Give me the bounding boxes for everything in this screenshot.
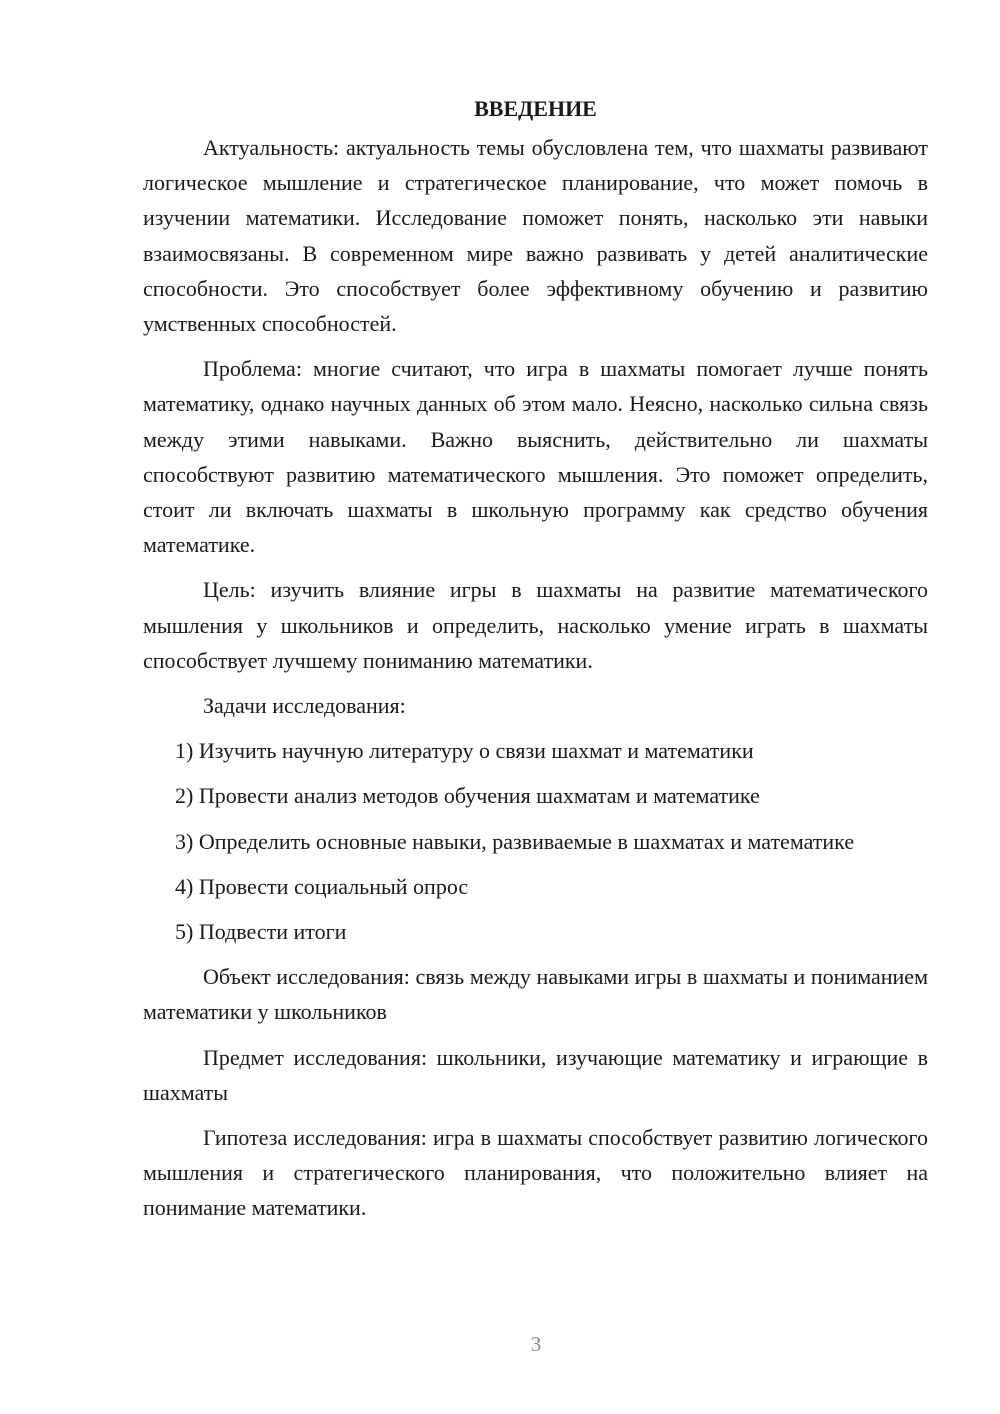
subject-paragraph: Предмет исследования: школьники, изучающие математику и играющие в шахматы: [143, 1044, 928, 1105]
task-item: 1) Изучить научную литературу о связи шахмат и математики: [175, 738, 754, 764]
relevance-paragraph: Актуальность: актуальность темы обусловлена тем, что шахматы развивают логическое мышление и стратегическое планирование, что может помочь в изучении математики. Исследование поможет понять, насколько эти навыки взаимосвязаны. В современном мире важно развивать у детей аналитические способности. Это способствует более эффективному обучению и развитию умственных способностей.: [143, 135, 928, 337]
task-item: 3) Определить основные навыки, развиваемые в шахматах и математике: [175, 828, 855, 854]
problem-paragraph: Проблема: многие считают, что игра в шахматы помогает лучше понять математику, однако научных данных об этом мало. Неясно, насколько сильна связь между этими навыками. Важно выяснить, действительно ли шахматы способствуют развитию математического мышления. Это поможет определить, стоит ли включать шахматы в школьную программу как средство обучения математике.: [143, 356, 928, 558]
task-item: 2) Провести анализ методов обучения шахматам и математике: [175, 783, 760, 809]
tasks-title: Задачи исследования:: [203, 693, 406, 719]
goal-paragraph: Цель: изучить влияние игры в шахматы на развитие математического мышления у школьников и определить, насколько умение играть в шахматы способствует лучшему пониманию математики.: [143, 577, 928, 673]
task-item: 4) Провести социальный опрос: [175, 873, 469, 899]
page-title: ВВЕДЕНИЕ: [474, 96, 597, 121]
hypothesis-paragraph: Гипотеза исследования: игра в шахматы способствует развитию логического мышления и стратегического планирования, что положительно влияет на понимание математики.: [143, 1125, 928, 1221]
object-paragraph: Объект исследования: связь между навыками игры в шахматы и пониманием математики у школьников: [143, 964, 928, 1025]
page-number: 3: [530, 1332, 542, 1356]
document-page: [143, 90, 928, 1236]
task-item: 5) Подвести итоги: [175, 919, 347, 945]
